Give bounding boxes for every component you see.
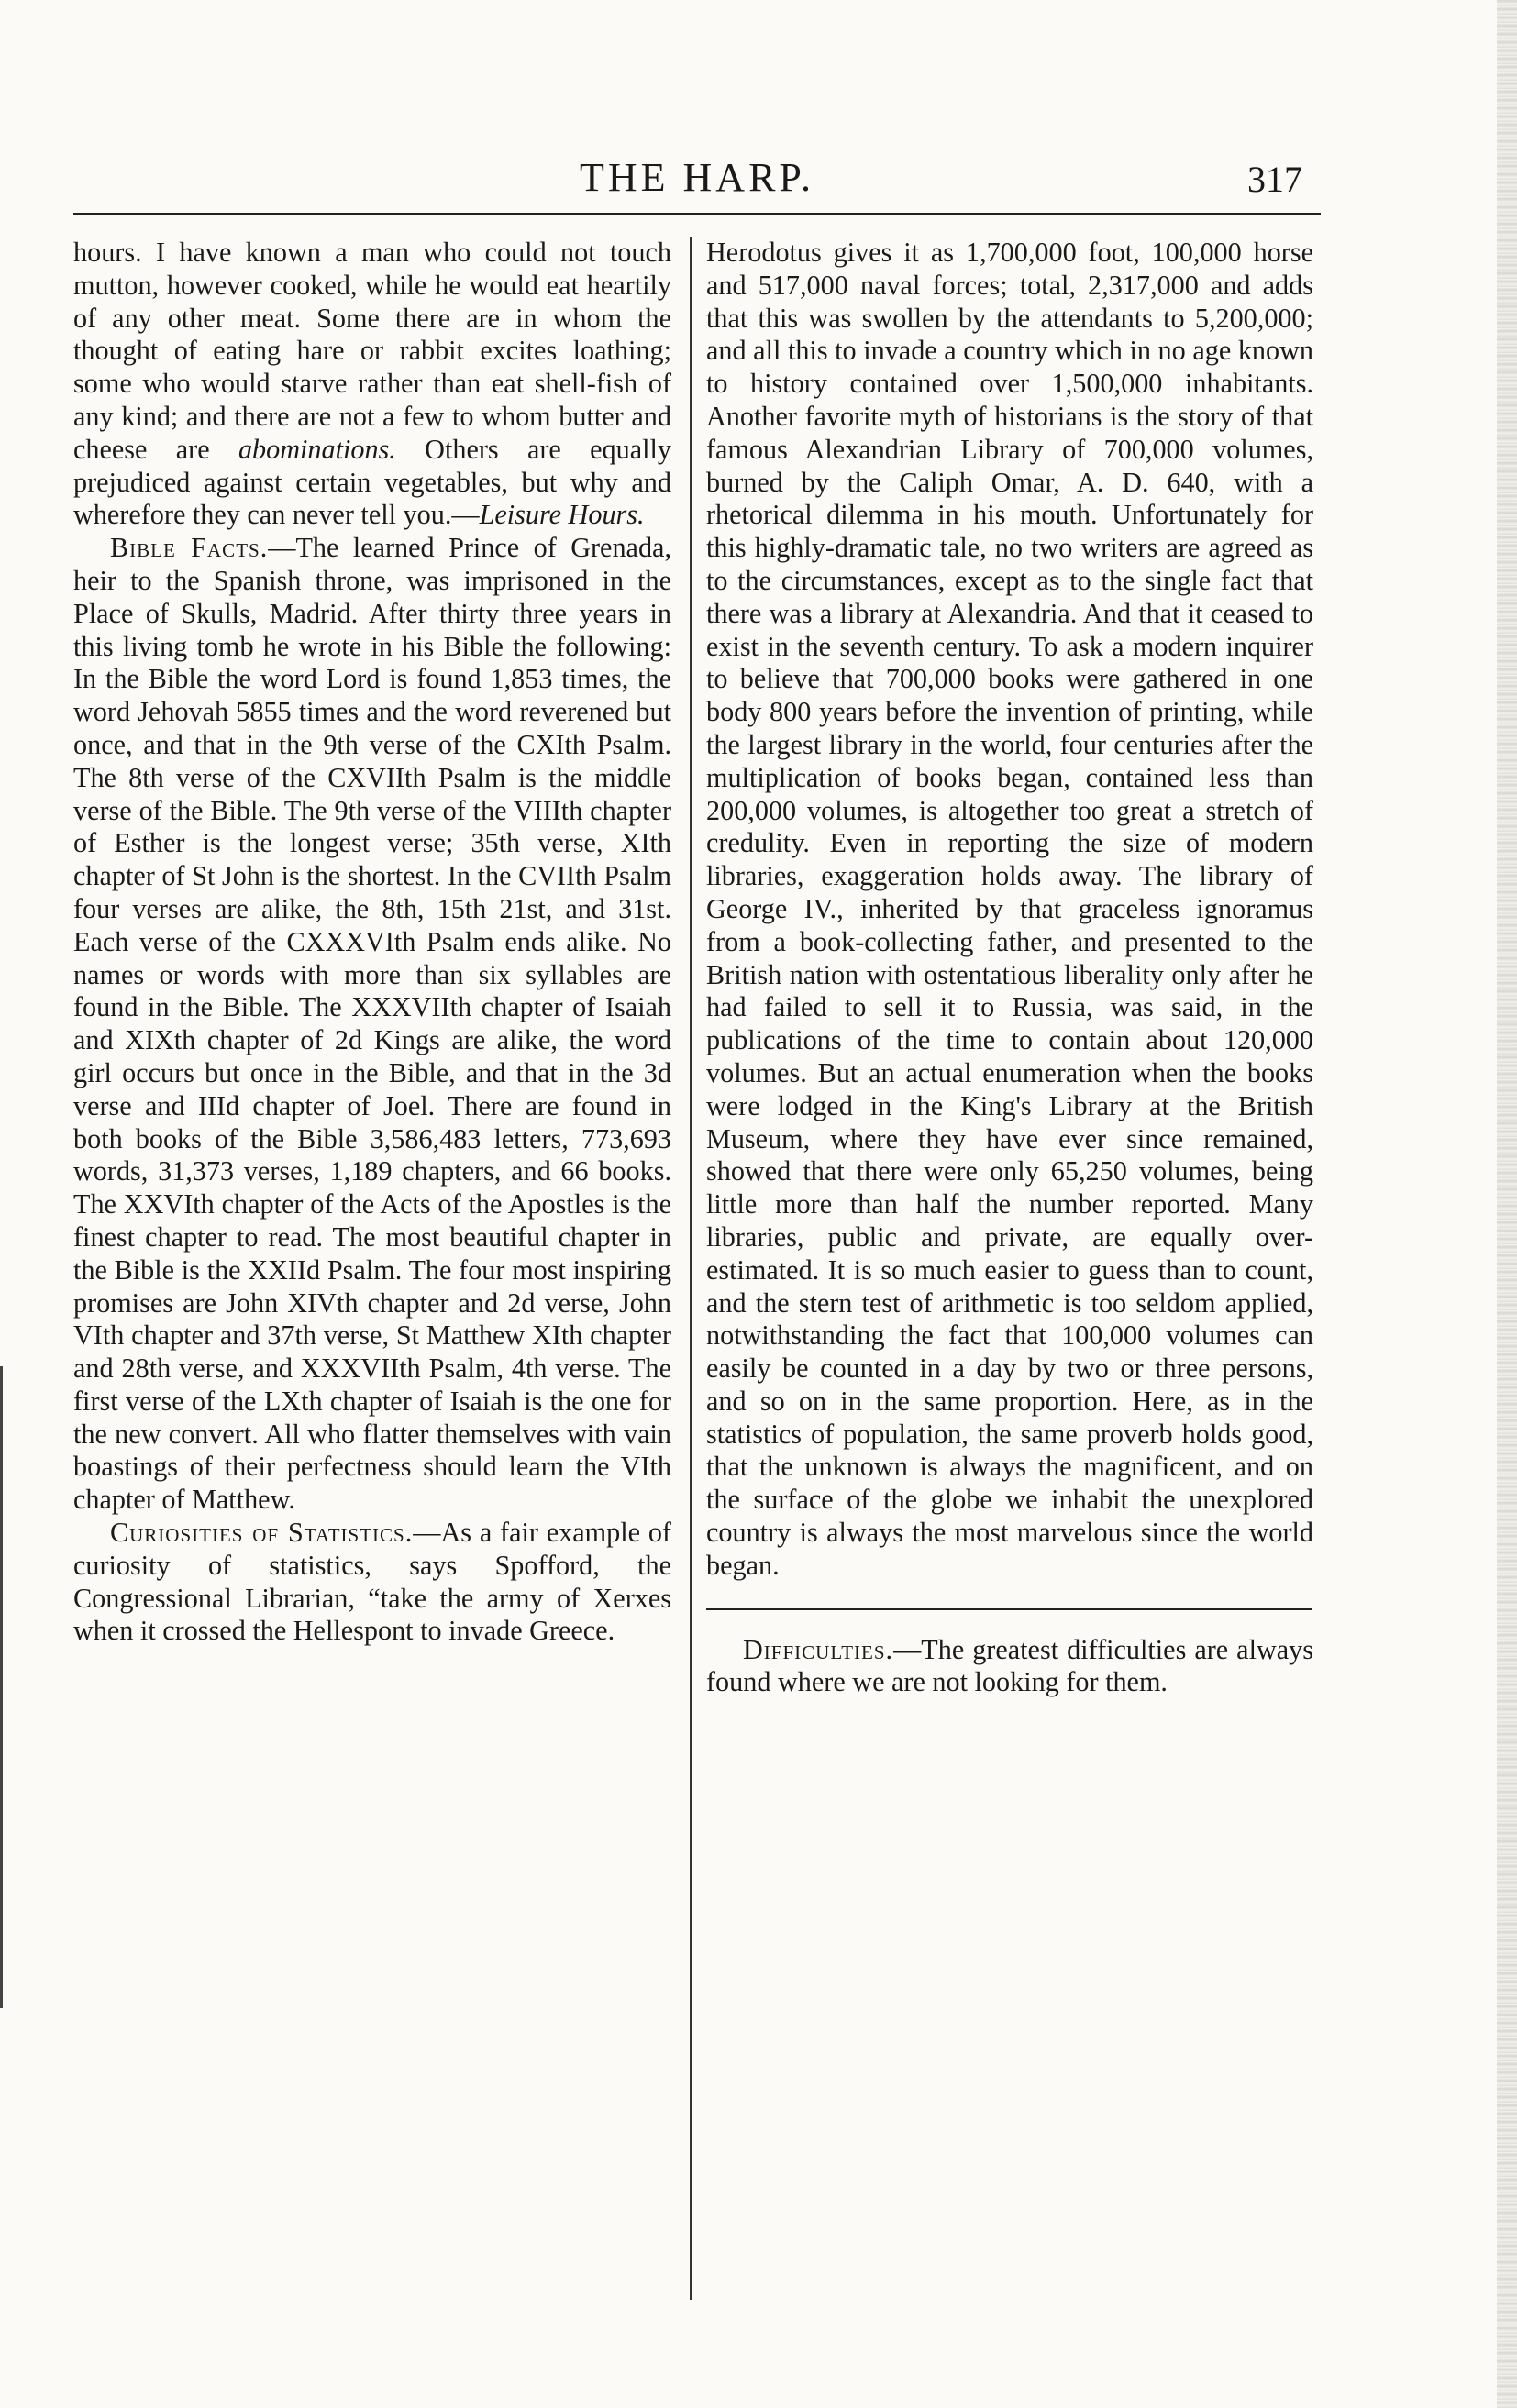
header-rule bbox=[73, 213, 1321, 215]
page-header bbox=[73, 154, 1321, 218]
column-divider bbox=[690, 237, 692, 2300]
right-column bbox=[706, 237, 1313, 1699]
paragraph-herodotus bbox=[706, 237, 1313, 1583]
paragraph-bible-facts bbox=[73, 532, 671, 1517]
section-separator bbox=[706, 1608, 1312, 1610]
page-edge-texture bbox=[1497, 0, 1517, 2408]
left-column bbox=[73, 237, 671, 1648]
page-number: 317 bbox=[1247, 159, 1302, 200]
paragraph-text: hours. I have known a man who could not touch mutton, however cooked, while he would eat heartily of any other meat. Some there are in whom the thought of eating hare or rabbit excites loathing; some who would starve rather than eat shell-fish of any kind; and there are not a few to whom butter and cheese are bbox=[73, 237, 671, 465]
paragraph-text: Others are equally prejudiced against certain vegetables, but why and wherefore they can never tell you.— bbox=[73, 433, 671, 531]
paragraph-text: —The greatest difficulties are always found where we are not looking for them. bbox=[706, 1633, 1313, 1698]
publication-title: THE HARP. bbox=[579, 155, 815, 200]
section-heading: Difficulties. bbox=[743, 1633, 894, 1665]
paragraph-curiosities bbox=[73, 1517, 671, 1648]
section-heading: Curiosities of Statistics. bbox=[110, 1517, 414, 1549]
section-heading: Bible Facts. bbox=[110, 532, 269, 564]
paragraph-text: —As a fair example of curiosity of statistics, says Spofford, the Congressional Librarian, “take the army of Xerxes when it crossed the Hellespont to invade Greece. bbox=[73, 1517, 671, 1647]
paragraph-leisure-hours bbox=[73, 237, 671, 532]
paragraph-text: Herodotus gives it as 1,700,000 foot, 100,000 horse and 517,000 naval forces; total, 2,317,000 and adds that this was swollen by the attendants to 5,200,000; and all this to invade a country which in no age known to history contained over 1,500,000 inhabitants. Another favorite myth of historians is the story of that famous Alexandrian Library of 700,000 volumes, burned by the Caliph Omar, A. D. 640, with a rhetorical dilemma in his mouth. Unfortunately for this highly-dramatic tale, no two writers are agreed as to the circumstances, except as to the single fact that there was a library at Alexandria. And that it ceased to exist in the seventh century. To ask a modern inquirer to believe that 700,000 books were gathered in one body 800 years before the invention of printing, while the largest library in the world, four centuries after the multiplication of books began, contained less than 200,000 volumes, is altogether too great a stretch of credulity. Even in reporting the size of modern libraries, exaggeration holds away. The library of George IV., inherited by that graceless ignoramus from a book-collecting father, and presented to the British nation with ostentatious liberality only after he had failed to sell it to Russia, was said, in the publications of the time to contain about 120,000 volumes. But an actual enumeration when the books were lodged in the King's Library at the British Museum, where they have ever since remained, showed that there were only 65,250 volumes, being little more than half the number reported. Many libraries, public and private, are equally over-estimated. It is so much easier to guess than to count, and the stern test of arithmetic is too seldom applied, notwithstanding the fact that 100,000 volumes can easily be counted in a day by two or three persons, and so on in the same proportion. Here, as in the statistics of population, the same proverb holds good, that the unknown is always the magnificent, and on the surface of the globe we inhabit the unexplored country is always the most marvelous since the world began. bbox=[706, 237, 1313, 1581]
paragraph-text: —The learned Prince of Grenada, heir to the Spanish throne, was imprisoned in the Place of Skulls, Madrid. After thirty three years in this living tomb he wrote in his Bible the following: In the Bible the word Lord is found 1,853 times, the word Jehovah 5855 times and the word reverened but once, and that in the 9th verse of the CXIth Psalm. The 8th verse of the CXVIIth Psalm is the middle verse of the Bible. The 9th verse of the VIIIth chapter of Esther is the longest verse; 35th verse, XIth chapter of St John is the shortest. In the CVIIth Psalm four verses are alike, the 8th, 15th 21st, and 31st. Each verse of the CXXXVIth Psalm ends alike. No names or words with more than six syllables are found in the Bible. The XXXVIIth chapter of Isaiah and XIXth chapter of 2d Kings are alike, the word girl occurs but once in the Bible, and that in the 3d verse and IIId chapter of Joel. There are found in both books of the Bible 3,586,483 letters, 773,693 words, 31,373 verses, 1,189 chapters, and 66 books. The XXVIth chapter of the Acts of the Apostles is the finest chapter to read. The most beautiful chapter in the Bible is the XXIId Psalm. The four most inspiring promises are John XIVth chapter and 2d verse, John VIth chapter and 37th verse, St Matthew XIth chapter and 28th verse, and XXXVIIth Psalm, 4th verse. The first verse of the LXth chapter of Isaiah is the one for the new convert. All who flatter themselves with vain boastings of their perfectness should learn the VIth chapter of Matthew. bbox=[73, 532, 671, 1516]
paragraph-difficulties bbox=[706, 1634, 1313, 1700]
margin-mark bbox=[0, 1366, 3, 2008]
source-citation: Leisure Hours. bbox=[479, 499, 645, 531]
emphasis-text: abominations. bbox=[238, 433, 396, 465]
